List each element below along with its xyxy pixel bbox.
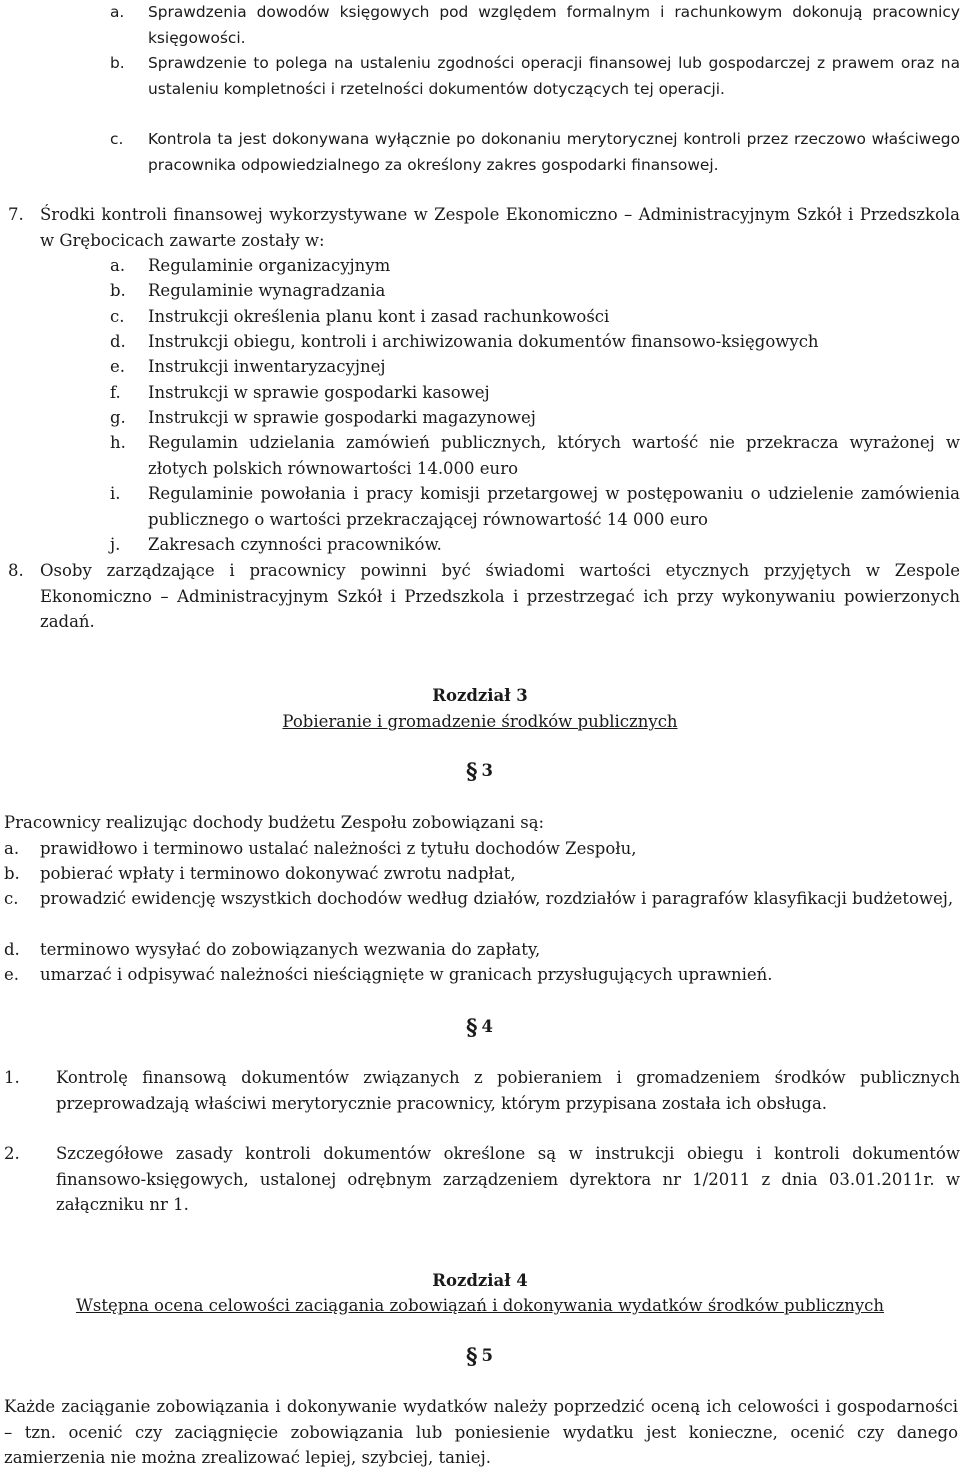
list-text: Kontrola ta jest dokonywana wyłącznie po dokonaniu merytorycznej kontroli przez rzeczowo właściwego pracownika odpowiedzialnego za określony zakres gospodarki finansowej.	[148, 130, 960, 174]
list-item	[110, 0, 960, 51]
sub-text: Instrukcji w sprawie gospodarki magazynowej	[148, 408, 536, 427]
list-label: c.	[110, 130, 124, 148]
item-text: Osoby zarządzające i pracownicy powinni być świadomi wartości etycznych przyjętych w Zespole Ekonomiczno – Administracyjnym Szkół i Przedszkola i przestrzegać ich przy wykonywaniu powierzonych zadań.	[40, 561, 960, 631]
chapter-title: Rozdział 3	[432, 686, 528, 705]
list-item	[4, 861, 960, 887]
sub-text: Instrukcji inwentaryzacyjnej	[148, 357, 386, 376]
list-text: prawidłowo i terminowo ustalać należności z tytułu dochodów Zespołu,	[40, 839, 637, 858]
numbered-item	[4, 1065, 960, 1116]
sub-label: c.	[110, 307, 125, 326]
sub-label: b.	[110, 281, 126, 300]
list-label: b.	[4, 864, 20, 883]
section-number: 3	[481, 761, 493, 780]
list-text: Sprawdzenie to polega na ustaleniu zgodności operacji finansowej lub gospodarczej z prawem oraz na ustaleniu kompletności i rzetelności dokumentów dotyczących tej operacji.	[148, 54, 960, 98]
list-label: e.	[4, 965, 20, 984]
sub-list-item	[110, 430, 960, 481]
list-label: a.	[4, 839, 20, 858]
section-symbol: §	[466, 759, 478, 785]
list-item	[110, 127, 960, 178]
item-text: Kontrolę finansową dokumentów związanych z pobieraniem i gromadzeniem środków publicznych przeprowadzają właściwi merytorycznie pracownicy, którym przypisana została ich obsługa.	[56, 1068, 960, 1113]
sub-text: Instrukcji określenia planu kont i zasad rachunkowości	[148, 307, 610, 326]
sub-list-item	[110, 380, 960, 406]
section-heading-3	[466, 758, 493, 786]
sub-label: f.	[110, 383, 121, 402]
list-text: prowadzić ewidencję wszystkich dochodów według działów, rozdziałów i paragrafów klasyfikacji budżetowej,	[40, 889, 954, 908]
sub-list-item	[110, 329, 960, 355]
chapter-title: Rozdział 4	[432, 1271, 528, 1290]
numbered-item	[4, 1141, 960, 1218]
sub-label: j.	[110, 535, 121, 554]
numbered-item-7	[8, 202, 960, 253]
sub-text: Regulamin udzielania zamówień publicznych, których wartość nie przekracza wyrażonej w złotych polskich równowartości 14.000 euro	[148, 433, 960, 478]
section-symbol: §	[466, 1344, 478, 1370]
list-label: b.	[110, 54, 125, 72]
sub-list-item	[110, 405, 960, 431]
sub-text: Regulaminie wynagradzania	[148, 281, 386, 300]
item-number: 2.	[4, 1144, 20, 1163]
list-label: d.	[4, 940, 20, 959]
item-number: 8.	[8, 561, 24, 580]
section-heading-4	[466, 1014, 493, 1042]
section-symbol: §	[466, 1015, 478, 1041]
item-number: 1.	[4, 1068, 20, 1087]
sub-text: Zakresach czynności pracowników.	[148, 535, 442, 554]
list-text: umarzać i odpisywać należności nieściągnięte w granicach przysługujących uprawnień.	[40, 965, 773, 984]
sub-text: Regulaminie organizacyjnym	[148, 256, 391, 275]
sub-text: Regulaminie powołania i pracy komisji przetargowej w postępowaniu o udzielenie zamówienia publicznego o wartości przekraczającej równowartość 14 000 euro	[148, 484, 960, 529]
list-text: terminowo wysyłać do zobowiązanych wezwania do zapłaty,	[40, 940, 541, 959]
list-text: Sprawdzenia dowodów księgowych pod względem formalnym i rachunkowym dokonują pracownicy księgowości.	[148, 3, 960, 47]
item-text: Szczegółowe zasady kontroli dokumentów określone są w instrukcji obiegu i kontroli dokumentów finansowo-księgowych, ustalonej odrębnym zarządzeniem dyrektora nr 1/2011 z dnia 03.01.2011r. w załączniku nr 1.	[56, 1144, 960, 1214]
sub-label: d.	[110, 332, 126, 351]
sub-text: Instrukcji obiegu, kontroli i archiwizowania dokumentów finansowo-księgowych	[148, 332, 819, 351]
sub-label: e.	[110, 357, 126, 376]
chapter-subtitle: Pobieranie i gromadzenie środków publicznych	[282, 712, 678, 731]
sub-text: Instrukcji w sprawie gospodarki kasowej	[148, 383, 490, 402]
item-number: 7.	[8, 205, 24, 224]
list-item	[110, 51, 960, 102]
list-item	[4, 886, 960, 912]
sub-list-item	[110, 354, 960, 380]
section-number: 4	[481, 1017, 493, 1036]
list-item	[4, 836, 960, 862]
list-item	[4, 937, 960, 963]
item-text: Środki kontroli finansowej wykorzystywane w Zespole Ekonomiczno – Administracyjnym Szkół i Przedszkola w Grębocicach zawarte zostały w:	[40, 205, 960, 250]
sub-list-item	[110, 278, 960, 304]
sub-list-item	[110, 304, 960, 330]
sub-label: a.	[110, 256, 126, 275]
sub-list-item	[110, 481, 960, 532]
chapter-subtitle: Wstępna ocena celowości zaciągania zobowiązań i dokonywania wydatków środków publicznych	[75, 1296, 885, 1315]
list-text: pobierać wpłaty i terminowo dokonywać zwrotu nadpłat,	[40, 864, 516, 883]
intro-paragraph: Pracownicy realizując dochody budżetu Zespołu zobowiązani są:	[4, 813, 545, 832]
sub-label: i.	[110, 484, 121, 503]
section-number: 5	[481, 1346, 493, 1365]
list-item	[4, 962, 960, 988]
list-label: a.	[110, 3, 125, 21]
sub-list-item	[110, 253, 960, 279]
numbered-item-8	[8, 558, 960, 635]
list-label: c.	[4, 889, 19, 908]
paragraph: Każde zaciąganie zobowiązania i dokonywanie wydatków należy poprzedzić oceną ich celowości i gospodarności – tzn. ocenić czy zaciągnięcie zobowiązania lub poniesienie wydatku jest konieczne, ocenić czy danego zamierzenia nie można zrealizować lepiej, szybciej, taniej.	[4, 1397, 958, 1467]
sub-label: h.	[110, 433, 126, 452]
sub-list-item	[110, 532, 960, 558]
section-heading-5	[466, 1343, 493, 1371]
sub-label: g.	[110, 408, 126, 427]
